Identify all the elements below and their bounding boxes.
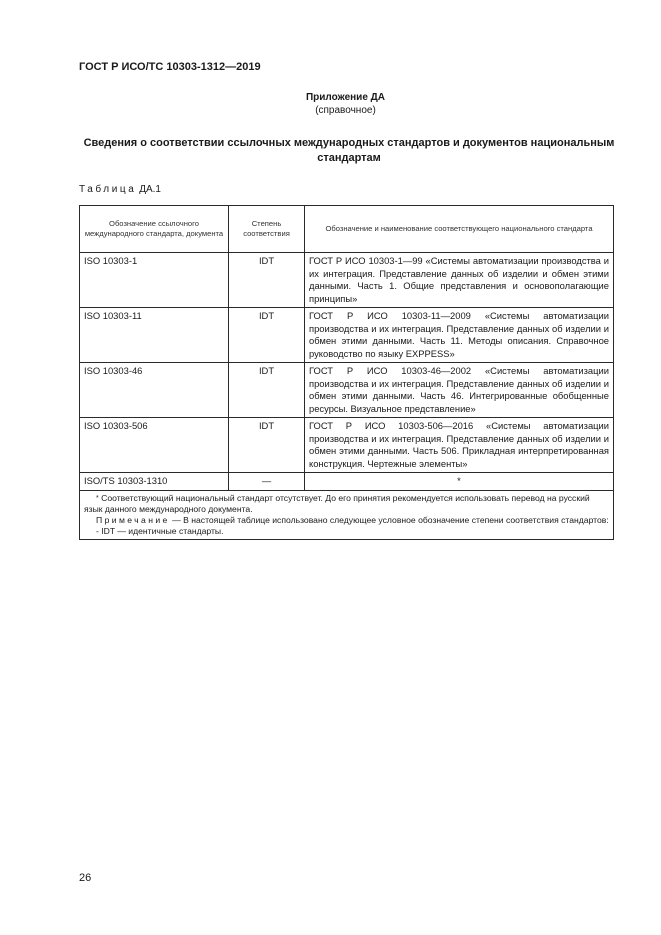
table-caption [79, 184, 161, 195]
document-code: ГОСТ Р ИСО/ТС 10303-1312—2019 [79, 61, 261, 73]
cell-national: * [305, 473, 614, 491]
page-number: 26 [79, 872, 92, 884]
table-caption-id: ДА.1 [139, 184, 161, 195]
cell-degree: IDT [229, 418, 305, 473]
col-header-degree: Степень соответствия [229, 206, 305, 253]
cell-reference: ISO 10303-506 [80, 418, 229, 473]
cell-national: ГОСТ Р ИСО 10303-46—2002 «Системы автоматизации производства и их интеграция. Представление данных об изделии и обмен этими данными. Часть 46. Интегрированные обобщенные ресурсы. Визуальное представление» [305, 363, 614, 418]
cell-reference: ISO 10303-46 [80, 363, 229, 418]
col-header-reference: Обозначение ссылочного международного стандарта, документа [80, 206, 229, 253]
cell-degree: IDT [229, 308, 305, 363]
footnote-mark: * [96, 494, 99, 502]
table-row [80, 418, 614, 473]
table-header-row [80, 206, 614, 253]
section-heading: Сведения о соответствии ссылочных международных стандартов и документов национальным стандартам [83, 137, 615, 164]
cell-degree: IDT [229, 363, 305, 418]
cell-national: ГОСТ Р ИСО 10303-506—2016 «Системы автоматизации производства и их интеграция. Представление данных об изделии и обмен этими данными. Часть 506. Прикладная интерпретированная конструкция. Чертежные элементы» [305, 418, 614, 473]
note-word: Примечание [96, 514, 170, 525]
cell-degree: IDT [229, 253, 305, 308]
footnote [84, 493, 609, 515]
col-header-national: Обозначение и наименование соответствующего национального стандарта [305, 206, 614, 253]
table-row [80, 363, 614, 418]
table-footnote-row [80, 490, 614, 539]
note-text: — В настоящей таблице использовано следующее условное обозначение степени соответствия стандартов: [172, 514, 609, 525]
table-row [80, 473, 614, 491]
note-item: - IDT — идентичные стандарты. [96, 525, 224, 536]
cell-national: ГОСТ Р ИСО 10303-11—2009 «Системы автоматизации производства и их интеграция. Представление данных об изделии и обмен этими данными. Часть 11. Методы описания. Справочное руководство по языку EXPPESS» [305, 308, 614, 363]
table-row [80, 253, 614, 308]
note [84, 515, 609, 526]
annex-subtitle: (справочное) [315, 105, 376, 116]
cell-reference: ISO 10303-1 [80, 253, 229, 308]
cell-reference: ISO 10303-11 [80, 308, 229, 363]
cell-reference: ISO/TS 10303-1310 [80, 473, 229, 491]
cell-degree: — [229, 473, 305, 491]
table-row [80, 308, 614, 363]
table-footnotes [80, 490, 614, 539]
correspondence-table [79, 205, 614, 540]
footnote-text: Соответствующий национальный стандарт отсутствует. До его принятия рекомендуется использовать перевод на русский язык данного международного документа. [84, 492, 590, 514]
annex-title: Приложение ДА [305, 92, 386, 103]
table-caption-word: Таблица [79, 184, 137, 195]
cell-national: ГОСТ Р ИСО 10303-1—99 «Системы автоматизации производства и их интеграция. Представление данных об изделии и обмен этими данными. Часть 1. Общие представления и основополагающие принципы» [305, 253, 614, 308]
